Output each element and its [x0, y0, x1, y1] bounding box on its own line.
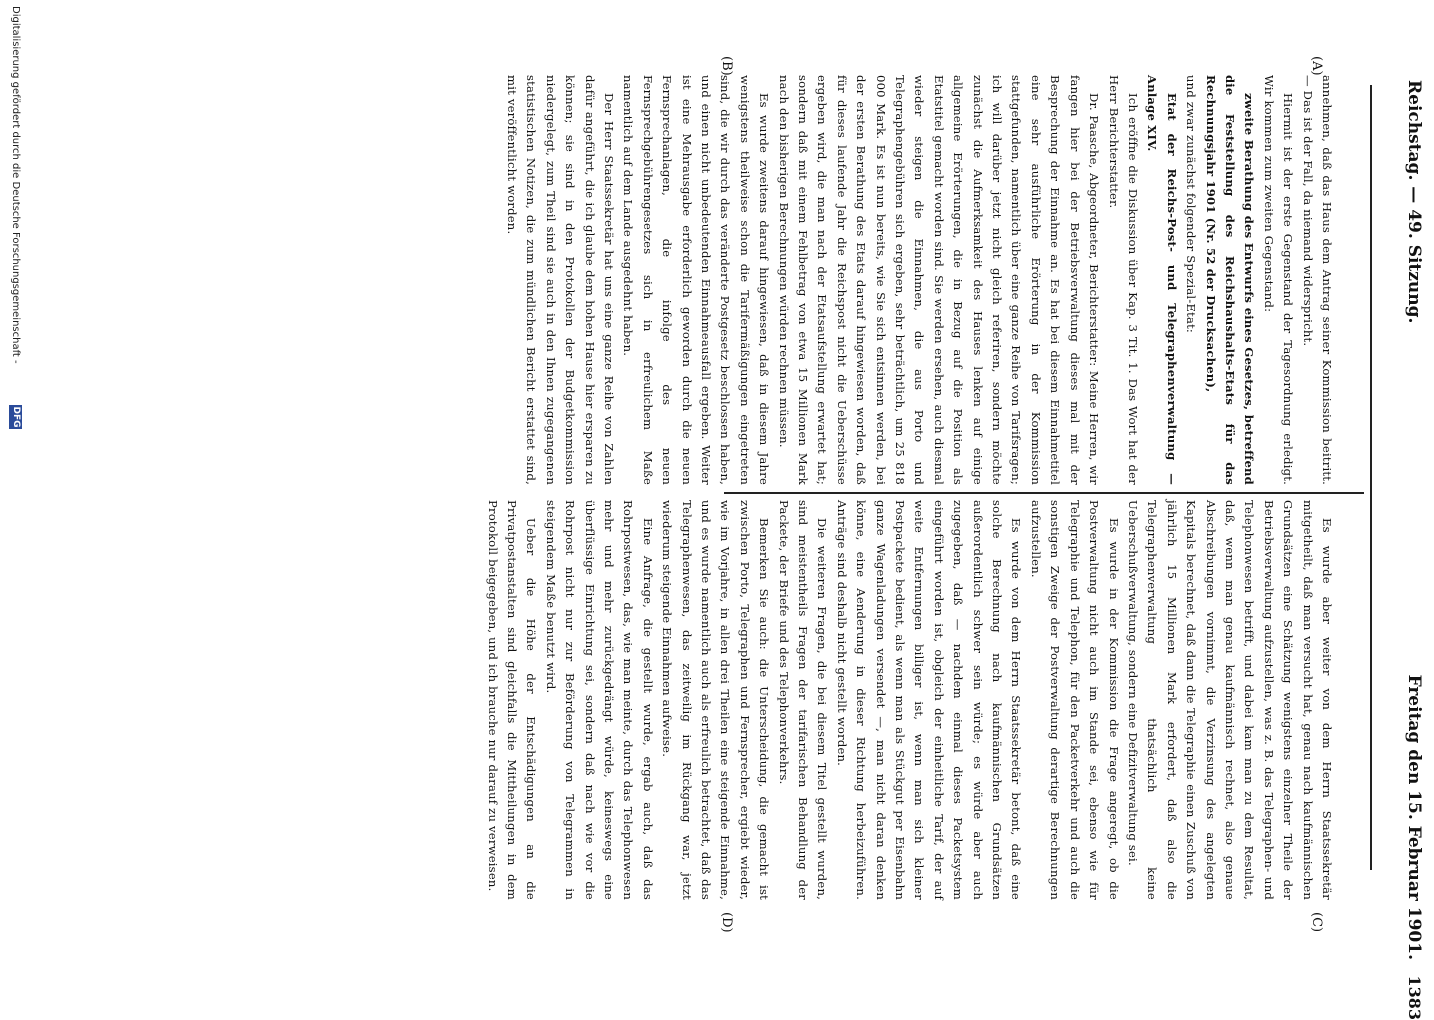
paragraph: Dr. Paasche, Abgeordneter, Berichterstatter: Meine Herren, wir fangen hier bei der Betriebsverwaltung dieses mal mit der Besprechung der Einnahme an. Es hat bei diesem Einnahmetitel eine sehr ausführliche Erörterung in der Kommission stattgefunden, namentlich über eine ganze Reihe von Tarifsragen; ich will darüber jetzt nicht gleich referiren, sondern möchte zunächst die Aufmerksamkeit des Hauses lenken auf einige allgemeine Erörterungen, die in Bezug auf die Position als Etatstitel gemacht worden sind. Sie werden ersehen, auch diesmal wieder steigen die Einnahmen, die aus Porto und Telegraphengebühren sich ergeben, sehr beträchtlich, um 25 818 000 Mark. Es ist nun bereits, wie Sie sich entsinnen werden, bei der ersten Berathung des Etats darauf hingewiesen worden, daß für dieses laufende Jahr die Reichspost nicht die Ueberschüsse ergeben wird, die man nach der Etatsaufstellung erwartet hat; sondern daß mit einem Fehlbetrag von etwa 15 Millionen Mark nach den bisherigen Berechnungen würden rechnen müssen. — [776, 75, 1102, 485]
paragraph: annehmen, daß das Haus dem Antrag seiner Kommission beitritt. — Das ist der Fall, da niemand widerspricht. — [1300, 75, 1334, 485]
paragraph: Bemerken Sie auch: die Unterscheidung, die gemacht ist zwischen Porto, Telegraphen und Fernsprecher, ergiebt wieder, wie im Vorjahre, in allen drei Theilen eine steigende Einnahme, und es wurde namentlich auch als erfreulich betrachtet, daß das Telegraphenwesen, das zeitweilig im Rückgang war, jetzt wiederum steigende Einnahmen aufweise. — [660, 500, 772, 900]
paragraph: Es wurde in der Kommission die Frage angeregt, ob die Postverwaltung nicht auch im Stande sei, ebenso wie für Telegraphie und Telephon, für den Packetverkehr und auch die sonstigen Zweige der Postverwaltung derartige Berechnungen aufzustellen. — [1028, 500, 1121, 900]
header-right: Freitag den 15. Februar 1901. — [1404, 674, 1424, 960]
paragraph: und zwar zunächst folgender Spezial-Etat: — [1184, 75, 1199, 334]
paragraph: Es wurde zweitens darauf hingewiesen, daß in diesem Jahre wenigstens theilweise schon die Tarifermäßigungen eingetreten sind, die wir durch das veränderte Postgesetz beschlossen haben, und einen nicht unbedeutenden Einnahmeausfall ergeben. Weiter ist eine Mehrausgabe erforderlich geworden durch die neuen Fernsprechanlagen, die infolge des neuen Fernsprechgebührengesetzes sich in erfreulichem Maße namentlich auf dem Lande ausgedehnt haben. — [621, 75, 772, 485]
column-divider — [724, 492, 1364, 494]
running-header — [1400, 80, 1424, 1020]
margin-marker-b: (B) — [719, 56, 734, 76]
margin-marker-d: (D) — [719, 912, 734, 933]
page-number: 1383 — [1405, 975, 1424, 1020]
paragraph: Die weiteren Fragen, die bei diesem Titel gestellt wurden, sind meistentheils Fragen der tarifarischen Behandlung der Packete, der Briefe und des Telephonverkehrs. — [776, 500, 830, 900]
paragraph: Ich eröffne die Diskussion über Kap. 3 Tit. 1. Das Wort hat der Herr Berichterstatter. — [1106, 75, 1140, 485]
right-column — [482, 500, 1336, 900]
paragraph: Es wurde aber weiter von dem Herrn Staatssekretär mitgetheilt, daß man versucht hat, genau nach kaufmännischen Grundsätzen eine Schätzung wenigstens einzelner Theile der Betriebsverwaltung aufzustellen, was z. B. das Telegraphen- und Telephonwesen betrifft, und dabei kam man zu dem Resultat, daß, wenn man genau kaufmännisch rechnet, also genaue Abschreibungen vornimmt, die Verzinsung des angelegten Kapitals berechnet, daß dann die Telegraphie einen Zuschuß von jährlich 15 Millionen Mark erfordert, daß also die Telegraphenverwaltung thatsächlich keine Ueberschußverwaltung, sondern eine Defizitverwaltung sei. — [1125, 500, 1334, 900]
paragraph: Es wurde von dem Herrn Staatssekretär betont, daß eine solche Berechnung nach kaufmännischen Grundsätzen außerordentlich schwer sein würde; es würde aber auch zugegeben, daß — nachdem einmal dieses Packetsystem eingeführt worden ist, obgleich der einheitliche Tarif, der auf weite Entfernungen billiger ist, wenn man sich kleiner Postpackete bedient, als wenn man als Stückgut per Eisenbahn ganze Wagenladungen versendet —, man nicht daran denken könne, eine Aenderung in dieser Richtung herbeizuführen. Anträge sind deshalb nicht gestellt worden. — [834, 500, 1024, 900]
agenda-item: zweite Berathung des Entwurfs eines Gesetzes, betreffend die Feststellung des Reichshaushalts-Etats für das Rechnungsjahr 1901 (Nr. 52 der Drucksachen), — [1203, 75, 1257, 485]
paragraph: Hiermit ist der erste Gegenstand der Tagesordnung erledigt. Wir kommen zum zweiten Gegenstand: — [1261, 75, 1296, 485]
margin-marker-c: (C) — [1309, 912, 1324, 933]
margin-marker-a: (A) — [1309, 56, 1324, 76]
paragraph: Ueber die Höhe der Entschädigungen an die Privatpostanstalten sind gleichfalls die Mittheilungen in dem Protokoll beigegeben, und ich brauche nur darauf zu verweisen. — [485, 500, 539, 900]
section-heading: Etat der Reichs-Post- und Telegraphenverwaltung — Anlage XIV. — [1145, 75, 1179, 485]
credit-text: Digitalisierung gefördert durch die Deutsche Forschungsgemeinschaft - — [10, 6, 21, 364]
paragraph: Eine Anfrage, die gestellt wurde, ergab auch, daß das Rohrpostwesen, das, wie man meinte, durch das Telephonwesen mehr und mehr zurückgedrängt würde, keineswegs eine überflüssige Einrichtung sei, sondern daß nach wie vor die Rohrpost nicht nur zur Beförderung von Telegrammen in steigendem Maße benutzt wird. — [543, 500, 655, 900]
left-column — [502, 75, 1336, 485]
header-rule — [1370, 85, 1372, 870]
dfg-logo: DFG — [11, 406, 21, 428]
paragraph: Der Herr Staatssekretär hat uns eine ganze Reihe von Zahlen dafür angeführt, die ich glaube dem hohen Hause hier ersparen zu können; sie sind in den Protokollen der Budgetkommission niedergelegt, zum Theil sind sie auch in den Ihnen zugegangenen statistischen Notizen, die zum mündlichen Bericht erstattet sind, mit veröffentlicht worden. — [504, 75, 616, 485]
digitization-credit — [4, 0, 24, 1000]
header-left: Reichstag. — 49. Sitzung. — [1404, 80, 1424, 324]
